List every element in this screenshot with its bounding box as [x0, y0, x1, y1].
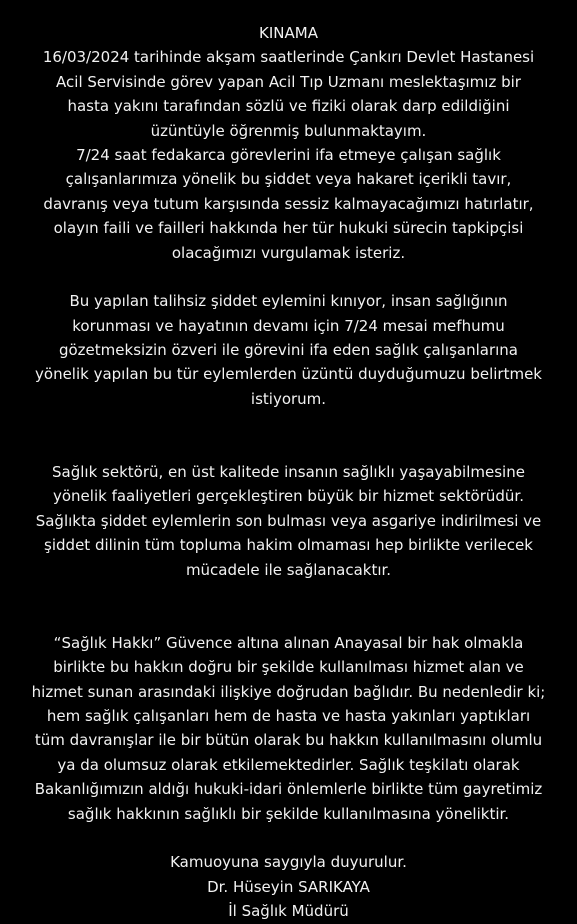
paragraph-spacer — [10, 582, 567, 631]
document-title: KINAMA — [259, 24, 318, 42]
text-line: hizmet sunan arasındaki ilişkiye doğrudan bağlıdır. Bu nedenledir ki; — [31, 682, 546, 701]
text-line: hasta yakını tarafından sözlü ve fiziki olarak darp edildiğini — [67, 97, 510, 116]
text-line: olacağımızı vurgulamak isteriz. — [171, 243, 406, 262]
text-line: yönelik yapılan bu tür eylemlerden üzüntü duyduğumuzu belirtmek — [35, 365, 542, 384]
text-line: hem sağlık çalışanları hem de hasta ve hasta yakınları yaptıkları — [46, 706, 531, 725]
text-line: 16/03/2024 tarihinde akşam saatlerinde Çankırı Devlet Hastanesi — [42, 48, 535, 67]
paragraph-spacer — [10, 826, 567, 850]
paragraph-spacer — [10, 265, 567, 289]
text-line: şiddet dilinin tüm topluma hakim olmaması hep birlikte verilecek — [44, 536, 533, 555]
text-line: ya da olumsuz olarak etkilemektedirler. Sağlık teşkilatı olarak — [57, 755, 520, 774]
text-line: korunması ve hayatının devamı için 7/24 mesai mefhumu — [72, 316, 505, 335]
closing-line: Kamuoyuna saygıyla duyurulur. — [170, 853, 407, 872]
text-line: çalışanlarımıza yönelik bu şiddet veya hakaret içerikli tavır, — [65, 170, 512, 189]
text-line: Sağlıkta şiddet eylemlerin son bulması veya asgariye indirilmesi ve — [35, 511, 542, 530]
paragraph-incident — [10, 45, 567, 265]
text-line: tüm davranışlar ile bir bütün olarak bu hakkın kullanılmasını olumlu — [34, 731, 543, 750]
text-line: olayın faili ve failleri hakkında her tür hukuki sürecin tapkipçisi — [53, 219, 524, 238]
paragraph-condemnation — [10, 289, 567, 411]
text-line: gözetmeksizin özveri ile görevini ifa eden sağlık çalışanlarına — [58, 341, 518, 360]
text-line: Bu yapılan talihsiz şiddet eylemini kınıyor, insan sağlığının — [69, 292, 508, 311]
text-line: Sağlık sektörü, en üst kalitede insanın sağlıklı yaşayabilmesine — [52, 463, 525, 482]
text-line: 7/24 saat fedakarca görevlerini ifa etmeye çalışan sağlık — [76, 145, 501, 164]
signature-block — [10, 850, 567, 923]
text-line: üzüntüyle öğrenmiş bulunmaktayım. — [150, 121, 427, 140]
text-line: birlikte bu hakkın doğru bir şekilde kullanılması hizmet alan ve — [53, 658, 524, 677]
paragraph-health-right — [10, 631, 567, 826]
text-line: Bakanlığımızın aldığı hukuki-idari önlemlerle birlikte tüm gayretimiz — [34, 780, 543, 799]
text-line: “Sağlık Hakkı” Güvence altına alınan Anayasal bir hak olmakla — [53, 633, 524, 652]
text-line: sağlık hakkının sağlıklı bir şekilde kullanılmasına yöneliktir. — [67, 804, 510, 823]
text-line: mücadele ile sağlanacaktır. — [185, 560, 392, 579]
text-line: istiyorum. — [250, 389, 327, 408]
signature-title: İl Sağlık Müdürü — [228, 902, 349, 921]
text-line: Acil Servisinde görev yapan Acil Tıp Uzmanı meslektaşımız bir — [56, 72, 521, 91]
signature-name: Dr. Hüseyin SARIKAYA — [207, 877, 370, 896]
paragraph-spacer — [10, 411, 567, 460]
paragraph-health-sector — [10, 460, 567, 582]
text-line: yönelik faaliyetleri gerçekleştiren büyük bir hizmet sektörüdür. — [53, 487, 524, 506]
text-line: davranış veya tutum karşısında sessiz kalmayacağımızı hatırlatır, — [43, 194, 534, 213]
